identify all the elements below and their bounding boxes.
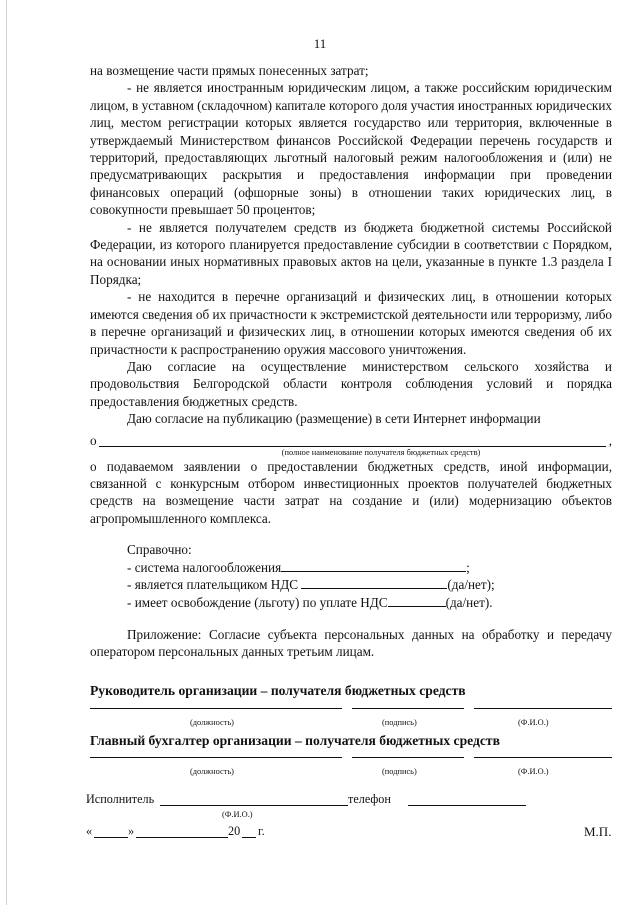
paragraph-continuation: на возмещение части прямых понесенных затрат; (90, 63, 369, 78)
attachment-note: Приложение: Согласие субъекта персональных данных на обработку и передачу оператором персональных данных третьим лицам. (90, 626, 612, 659)
page-number: 11 (313, 36, 327, 51)
accountant-signature-lines (90, 757, 612, 767)
paragraph-consent-publication: Даю согласие на публикацию (размещение) в сети Интернет информации (127, 411, 541, 427)
head-signature-title: Руководитель организации – получателя бюджетных средств (90, 683, 466, 699)
head-signature-caption: (подпись) (382, 717, 417, 727)
head-position-field[interactable] (90, 708, 342, 709)
date-close-quote: » (128, 824, 135, 838)
executor-caption-row (86, 810, 612, 822)
head-signature-captions (90, 718, 612, 730)
year-field[interactable] (242, 824, 256, 838)
accountant-signature-title: Главный бухгалтер организации – получателя бюджетных средств (90, 732, 500, 748)
executor-block (86, 792, 612, 842)
executor-row (86, 792, 612, 810)
reference-vat-payer (90, 576, 612, 594)
year-suffix: г. (258, 824, 265, 838)
accountant-position-field[interactable] (90, 757, 342, 758)
tax-system-end: ; (466, 559, 470, 575)
vat-payer-label: - является плательщиком НДС (127, 577, 299, 593)
accountant-signature-field[interactable] (352, 757, 464, 758)
head-name-caption: (Ф.И.О.) (518, 717, 549, 727)
vat-exempt-end: (да/нет). (445, 594, 493, 610)
reference-title: Справочно: (127, 542, 192, 558)
vat-exempt-field[interactable] (388, 594, 446, 607)
reference-tax-system (90, 559, 612, 577)
paragraph-consent-control: Даю согласие на осуществление министерством сельского хозяйства и продовольствия Белгородской области контроля соблюдения условий и порядка предоставления бюджетных средств. (90, 358, 612, 409)
recipient-name-caption: (полное наименование получателя бюджетных средств) (281, 447, 481, 457)
date-month-field[interactable] (136, 824, 228, 838)
vat-exempt-label: - имеет освобождение (льготу) по уплате НДС (127, 594, 388, 610)
paragraph-not-in-extremist-list: - не находится в перечне организаций и физических лиц, в отношении которых имеются сведения об их причастности к экстремистской деятельности или терроризму, либо в перечне организаций и физических лиц, в отношении которых имеются сведения об их причастности к распространению оружия массового уничтожения. (90, 289, 612, 357)
year-prefix: 20 (228, 824, 241, 838)
accountant-signature-caption: (подпись) (382, 767, 417, 777)
phone-field[interactable] (408, 792, 526, 806)
accountant-name-caption: (Ф.И.О.) (518, 767, 549, 777)
phone-label: телефон (348, 792, 391, 806)
date-open-quote: « (86, 824, 93, 838)
paragraph-publication-details: о подаваемом заявлении о предоставлении бюджетных средств, иной информации, связанной с конкурсным отбором инвестиционных проектов получателей бюджетных средств на возмещение части затрат на создание и (или) модернизацию объектов агропромышленного комплекса. (90, 458, 612, 526)
head-position-caption: (должность) (190, 717, 234, 727)
executor-name-caption: (Ф.И.О.) (222, 810, 253, 819)
date-stamp-row (86, 824, 612, 842)
scan-edge (6, 0, 7, 905)
tax-system-field[interactable] (281, 559, 466, 572)
tax-system-label: - система налогообложения (127, 559, 282, 575)
executor-field[interactable] (160, 792, 348, 806)
accountant-name-field[interactable] (474, 757, 612, 758)
stamp-place: М.П. (584, 824, 612, 839)
recipient-name-field[interactable] (99, 446, 606, 447)
date-day-field[interactable] (94, 824, 128, 838)
vat-payer-field[interactable] (301, 576, 447, 589)
document-body (90, 62, 612, 779)
head-signature-field[interactable] (352, 708, 464, 709)
executor-label: Исполнитель (86, 792, 155, 806)
vat-payer-end: (да/нет); (447, 577, 495, 593)
recipient-line-suffix: , (608, 432, 612, 448)
recipient-name-line (90, 432, 612, 450)
paragraph-not-budget-recipient: - не является получателем средств из бюджета бюджетной системы Российской Федерации, из которого планируется предоставление субсидии в соответствии с Порядком, на основании иных нормативных правовых актов на цели, указанные в пункте 1.3 раздела I Порядка; (90, 219, 612, 287)
accountant-position-caption: (должность) (190, 767, 234, 777)
head-signature-lines (90, 708, 612, 718)
paragraph-not-foreign-entity: - не является иностранным юридическим лицом, а также российским юридическим лицом, в уставном (складочном) капитале которого доля участия иностранных юридических лиц, местом регистрации которых является государство или территория, включенные в утверждаемый Министерством финансов Российской Федерации перечень государств и территорий, предоставляющих льготный налоговый режим налогообложения и (или) не предусматривающих раскрытия и предоставления информации при проведении финансовых операций (офшорные зоны) в отношении таких юридических лиц, в совокупности превышает 50 процентов; (90, 80, 612, 218)
reference-vat-exempt (90, 594, 612, 612)
reference-block (90, 541, 612, 611)
head-name-field[interactable] (474, 708, 612, 709)
recipient-line-prefix: о (90, 432, 97, 448)
accountant-signature-captions (90, 767, 612, 779)
